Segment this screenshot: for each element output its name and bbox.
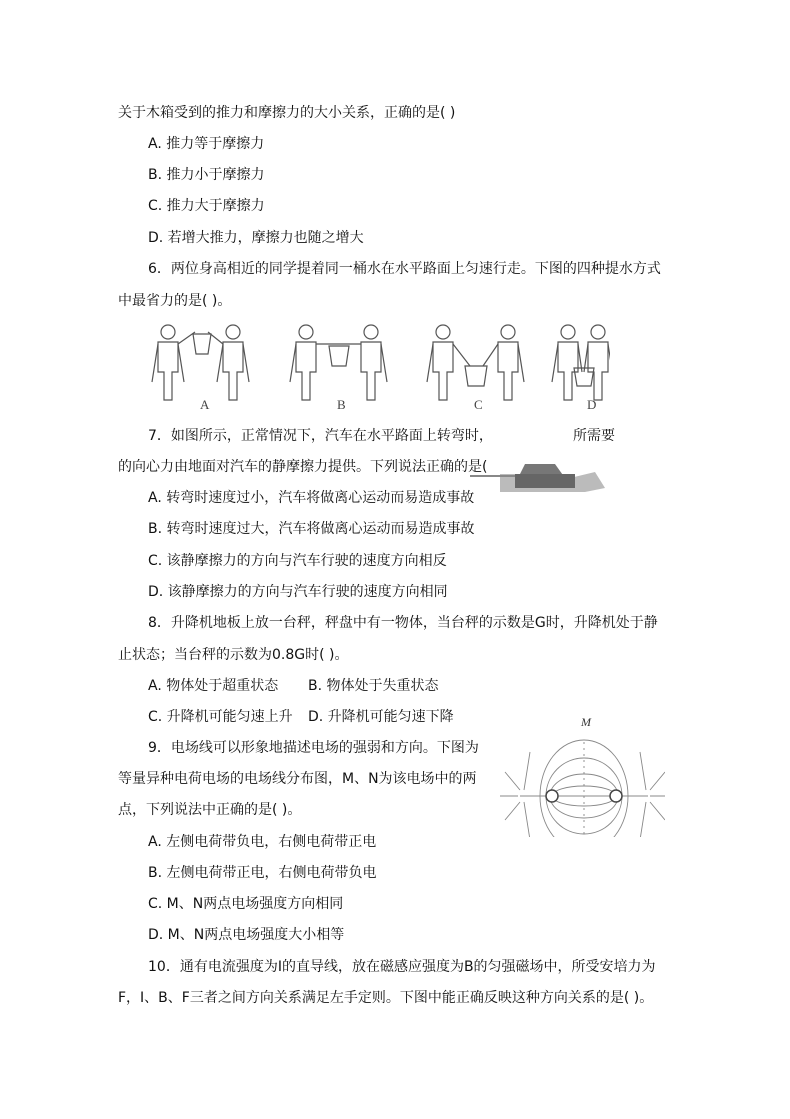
q9-stem-line3: 点，下列说法中正确的是( )。 — [118, 802, 302, 818]
q10-stem-line1: 10．通有电流强度为I的直导线，放在磁感应强度为B的匀强磁场中，所受安培力为 — [148, 959, 656, 975]
q7-option-a: A. 转弯时速度过小，汽车将做离心运动而易造成事故 — [148, 490, 475, 506]
q8-option-d: D. 升降机可能匀速下降 — [308, 709, 454, 725]
q7-stem-line1-end: 所需要 — [573, 428, 615, 444]
q9-stem-line1: 9．电场线可以形象地描述电场的强弱和方向。下图为 — [148, 740, 479, 756]
q5-stem: 关于木箱受到的推力和摩擦力的大小关系，正确的是( ) — [118, 105, 456, 121]
q9-option-c: C. M、N两点电场强度方向相同 — [148, 896, 344, 912]
q7-car-figure — [470, 452, 605, 497]
q9-electric-field-figure — [490, 712, 665, 837]
point-m-label: M — [581, 715, 591, 729]
q9-stem-line2: 等量异种电荷电场的电场线分布图，M、N为该电场中的两 — [118, 771, 477, 787]
q5-option-d: D. 若增大推力，摩擦力也随之增大 — [148, 230, 364, 246]
q8-option-c: C. 升降机可能匀速上升 — [148, 709, 293, 725]
q8-stem-line2: 止状态；当台秤的示数为0.8G时( )。 — [118, 647, 349, 663]
figure-label-d: D — [587, 397, 597, 412]
q8-option-b: B. 物体处于失重状态 — [308, 678, 439, 694]
q6-stem-line1: 6．两位身高相近的同学提着同一桶水在水平路面上匀速行走。下图的四种提水方式 — [148, 261, 661, 277]
q7-option-d: D. 该静摩擦力的方向与汽车行驶的速度方向相同 — [148, 584, 448, 600]
q8-option-a: A. 物体处于超重状态 — [148, 678, 279, 694]
q7-stem-line1: 7．如图所示，正常情况下，汽车在水平路面上转弯时， — [148, 428, 493, 444]
q8-stem-line1: 8．升降机地板上放一台秤，秤盘中有一物体，当台秤的示数是G时，升降机处于静 — [148, 615, 658, 631]
q7-option-b: B. 转弯时速度过大，汽车将做离心运动而易造成事故 — [148, 521, 475, 537]
q5-option-c: C. 推力大于摩擦力 — [148, 198, 265, 214]
q9-option-d: D. M、N两点电场强度大小相等 — [148, 927, 345, 943]
figure-label-c: C — [474, 397, 483, 412]
q7-option-c: C. 该静摩擦力的方向与汽车行驶的速度方向相反 — [148, 553, 447, 569]
q5-option-b: B. 推力小于摩擦力 — [148, 167, 265, 183]
q6-figure-carrying-bucket — [150, 322, 610, 417]
figure-label-b: B — [337, 397, 346, 412]
q9-option-a: A. 左侧电荷带负电，右侧电荷带正电 — [148, 834, 377, 850]
q9-option-b: B. 左侧电荷带正电，右侧电荷带负电 — [148, 865, 377, 881]
q5-option-a: A. 推力等于摩擦力 — [148, 136, 265, 152]
q6-stem-line2: 中最省力的是( )。 — [118, 293, 232, 309]
q7-stem-line2: 的向心力由地面对汽车的静摩擦力提供。下列说法正确的是( — [118, 459, 488, 475]
figure-label-a: A — [200, 397, 210, 412]
q10-stem-line2: F，I、B、F三者之间方向关系满足左手定则。下图中能正确反映这种方向关系的是( )。 — [118, 990, 654, 1006]
